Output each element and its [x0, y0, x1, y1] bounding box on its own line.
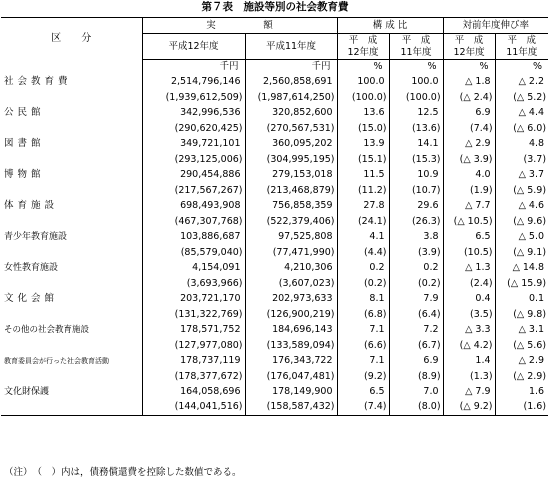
amount-h12: 349,721,101 — [142, 136, 245, 152]
table-row — [1, 198, 548, 214]
growth-h11: △ 2.2 — [495, 74, 548, 90]
header-h11: 平成11年度 — [245, 34, 337, 60]
amount-h11: 202,973,633 — [245, 291, 337, 307]
ratio-h12: 13.6 — [337, 105, 389, 121]
growth-h12: 0.4 — [443, 291, 495, 307]
ratio-excl-h12: (15.1) — [337, 152, 389, 167]
amount-excl-h12: (217,567,267) — [142, 183, 245, 198]
ratio-h12: 27.8 — [337, 198, 389, 214]
ratio-h12: 13.9 — [337, 136, 389, 152]
unit-cell: 千円 — [245, 60, 337, 75]
growth-h11: △ 4.4 — [495, 105, 548, 121]
growth-h11: △ 3.1 — [495, 322, 548, 338]
table-row-excl — [1, 183, 548, 198]
amount-h12: 4,154,091 — [142, 260, 245, 276]
amount-h11: 97,525,808 — [245, 229, 337, 245]
growth-excl-h12: (△ 10.5) — [443, 214, 495, 229]
row-label: その他の社会教育施設 — [4, 325, 90, 335]
row-label-blank — [1, 400, 142, 415]
table-row-excl — [1, 152, 548, 167]
table-row-excl — [1, 90, 548, 105]
growth-excl-h11: (△ 5.2) — [495, 90, 548, 105]
ratio-excl-h11: (8.0) — [389, 400, 443, 415]
amount-excl-h12: (178,377,672) — [142, 369, 245, 384]
amount-h12: 203,721,170 — [142, 291, 245, 307]
amount-h11: 2,560,858,691 — [245, 74, 337, 90]
ratio-excl-h11: (15.3) — [389, 152, 443, 167]
unit-cell: % — [337, 60, 389, 75]
ratio-h11: 100.0 — [389, 74, 443, 90]
table-row — [1, 74, 548, 90]
ratio-h12: 7.1 — [337, 322, 389, 338]
ratio-h12: 4.1 — [337, 229, 389, 245]
table-row — [1, 105, 548, 121]
table-row — [1, 260, 548, 276]
growth-excl-h12: (△ 4.2) — [443, 338, 495, 353]
ratio-h12: 7.1 — [337, 353, 389, 369]
ratio-h11: 12.5 — [389, 105, 443, 121]
row-label: 社会教育費 — [4, 76, 72, 87]
amount-h11: 279,153,018 — [245, 167, 337, 183]
amount-excl-h11: (77,471,990) — [245, 245, 337, 260]
ratio-excl-h11: (13.6) — [389, 121, 443, 136]
growth-excl-h11: (△ 9.6) — [495, 214, 548, 229]
table-title: 第７表 施設等別の社会教育費 — [201, 1, 349, 13]
ratio-h11: 6.9 — [389, 353, 443, 369]
growth-h12: 6.9 — [443, 105, 495, 121]
amount-excl-h12: (293,125,006) — [142, 152, 245, 167]
unit-row — [1, 60, 548, 75]
row-label-blank — [1, 369, 142, 384]
header-kouseihi: 構 成 比 — [337, 18, 443, 34]
row-label: 教育委員会が行った社会教育活動 — [4, 357, 109, 365]
row-label: 図書館 — [4, 138, 45, 149]
unit-cell: % — [443, 60, 495, 75]
growth-h11: 4.8 — [495, 136, 548, 152]
table-row-excl — [1, 400, 548, 415]
ratio-h11: 3.8 — [389, 229, 443, 245]
growth-excl-h12: (3.5) — [443, 307, 495, 322]
amount-excl-h12: (1,939,612,509) — [142, 90, 245, 105]
ratio-excl-h11: (6.7) — [389, 338, 443, 353]
unit-cell: % — [389, 60, 443, 75]
growth-h11: △ 4.6 — [495, 198, 548, 214]
ratio-excl-h12: (6.8) — [337, 307, 389, 322]
row-label-blank — [1, 245, 142, 260]
table-row — [1, 167, 548, 183]
ratio-excl-h11: (8.9) — [389, 369, 443, 384]
table-row — [1, 291, 548, 307]
amount-excl-h12: (467,307,768) — [142, 214, 245, 229]
row-label: 博物館 — [4, 169, 45, 180]
ratio-h11: 7.9 — [389, 291, 443, 307]
ratio-excl-h12: (15.0) — [337, 121, 389, 136]
amount-excl-h11: (522,379,406) — [245, 214, 337, 229]
growth-h11: △ 14.8 — [495, 260, 548, 276]
amount-excl-h11: (3,607,023) — [245, 276, 337, 291]
growth-excl-h12: (1.9) — [443, 183, 495, 198]
unit-cell: % — [495, 60, 548, 75]
table-row — [1, 322, 548, 338]
ratio-excl-h12: (9.2) — [337, 369, 389, 384]
header-kubun: 区 分 — [1, 18, 142, 60]
ratio-excl-h11: (100.0) — [389, 90, 443, 105]
amount-h11: 184,696,143 — [245, 322, 337, 338]
amount-h12: 2,514,796,146 — [142, 74, 245, 90]
amount-excl-h12: (85,579,040) — [142, 245, 245, 260]
growth-h12: △ 7.9 — [443, 384, 495, 400]
ratio-excl-h12: (0.2) — [337, 276, 389, 291]
ratio-h11: 7.2 — [389, 322, 443, 338]
ratio-h11: 10.9 — [389, 167, 443, 183]
header-g12: 平 成 12年度 — [443, 34, 495, 60]
row-label-blank — [1, 152, 142, 167]
growth-excl-h11: (△ 6.0) — [495, 121, 548, 136]
growth-excl-h12: (10.5) — [443, 245, 495, 260]
growth-excl-h12: (△ 2.4) — [443, 90, 495, 105]
ratio-h12: 11.5 — [337, 167, 389, 183]
amount-h11: 320,852,600 — [245, 105, 337, 121]
growth-h12: 4.0 — [443, 167, 495, 183]
ratio-h12: 6.5 — [337, 384, 389, 400]
amount-excl-h11: (1,987,614,250) — [245, 90, 337, 105]
amount-h12: 698,493,908 — [142, 198, 245, 214]
growth-excl-h12: (△ 9.2) — [443, 400, 495, 415]
table-row-excl — [1, 245, 548, 260]
row-label-blank — [1, 183, 142, 198]
ratio-excl-h12: (11.2) — [337, 183, 389, 198]
ratio-excl-h11: (26.3) — [389, 214, 443, 229]
row-label: 文化財保護 — [4, 387, 50, 397]
header-jitsugaku: 実 額 — [142, 18, 337, 34]
ratio-excl-h12: (6.6) — [337, 338, 389, 353]
growth-h12: △ 2.9 — [443, 136, 495, 152]
amount-h11: 178,149,900 — [245, 384, 337, 400]
amount-h12: 290,454,886 — [142, 167, 245, 183]
ratio-excl-h11: (3.9) — [389, 245, 443, 260]
table-row-excl — [1, 307, 548, 322]
unit-cell: 千円 — [142, 60, 245, 75]
footnote: （注） （ ）内は，債務償還費を控除した数値である。 — [4, 467, 242, 478]
growth-h12: △ 1.3 — [443, 260, 495, 276]
growth-excl-h11: (△ 9.1) — [495, 245, 548, 260]
amount-h12: 103,886,687 — [142, 229, 245, 245]
amount-excl-h11: (304,995,195) — [245, 152, 337, 167]
growth-excl-h12: (2.4) — [443, 276, 495, 291]
growth-excl-h11: (△ 2.9) — [495, 369, 548, 384]
growth-excl-h12: (1.3) — [443, 369, 495, 384]
ratio-h11: 29.6 — [389, 198, 443, 214]
row-label: 女性教育施設 — [4, 263, 59, 273]
ratio-h11: 0.2 — [389, 260, 443, 276]
row-label: 公民館 — [4, 107, 45, 118]
header-c11: 平 成 11年度 — [389, 34, 443, 60]
amount-h11: 756,858,359 — [245, 198, 337, 214]
amount-h11: 4,210,306 — [245, 260, 337, 276]
growth-excl-h11: (△ 5.9) — [495, 183, 548, 198]
table-row — [1, 353, 548, 369]
ratio-excl-h11: (6.4) — [389, 307, 443, 322]
growth-excl-h11: (3.7) — [495, 152, 548, 167]
growth-h12: 1.4 — [443, 353, 495, 369]
ratio-excl-h12: (4.4) — [337, 245, 389, 260]
ratio-h12: 0.2 — [337, 260, 389, 276]
row-label: 体育施設 — [4, 200, 59, 211]
growth-h11: △ 5.0 — [495, 229, 548, 245]
ratio-excl-h12: (7.4) — [337, 400, 389, 415]
amount-h11: 176,343,722 — [245, 353, 337, 369]
growth-h11: 0.1 — [495, 291, 548, 307]
table-row — [1, 229, 548, 245]
row-label-blank — [1, 338, 142, 353]
row-label: 青少年教育施設 — [4, 232, 68, 242]
amount-excl-h12: (3,693,966) — [142, 276, 245, 291]
amount-excl-h12: (290,620,425) — [142, 121, 245, 136]
amount-excl-h11: (213,468,879) — [245, 183, 337, 198]
ratio-excl-h12: (24.1) — [337, 214, 389, 229]
amount-h12: 178,737,119 — [142, 353, 245, 369]
growth-h11: 1.6 — [495, 384, 548, 400]
growth-excl-h11: (1.6) — [495, 400, 548, 415]
table-row — [1, 384, 548, 400]
ratio-excl-h11: (10.7) — [389, 183, 443, 198]
growth-h12: △ 1.8 — [443, 74, 495, 90]
table-row-excl — [1, 369, 548, 384]
ratio-h12: 100.0 — [337, 74, 389, 90]
growth-h12: 6.5 — [443, 229, 495, 245]
amount-excl-h11: (158,587,432) — [245, 400, 337, 415]
row-label-blank — [1, 214, 142, 229]
amount-excl-h11: (176,047,481) — [245, 369, 337, 384]
header-h12: 平成12年度 — [142, 34, 245, 60]
amount-excl-h12: (131,322,769) — [142, 307, 245, 322]
row-label: 文化会館 — [4, 293, 59, 304]
row-label-blank — [1, 276, 142, 291]
growth-h12: △ 7.7 — [443, 198, 495, 214]
table-row-excl — [1, 214, 548, 229]
amount-h11: 360,095,202 — [245, 136, 337, 152]
amount-excl-h12: (144,041,516) — [142, 400, 245, 415]
growth-excl-h12: (7.4) — [443, 121, 495, 136]
amount-excl-h12: (127,977,080) — [142, 338, 245, 353]
ratio-h12: 8.1 — [337, 291, 389, 307]
table-row-excl — [1, 338, 548, 353]
amount-excl-h11: (270,567,531) — [245, 121, 337, 136]
growth-excl-h12: (△ 3.9) — [443, 152, 495, 167]
row-label-blank — [1, 121, 142, 136]
growth-excl-h11: (△ 15.9) — [495, 276, 548, 291]
ratio-excl-h12: (100.0) — [337, 90, 389, 105]
growth-h11: △ 2.9 — [495, 353, 548, 369]
header-g11: 平 成 11年度 — [495, 34, 548, 60]
ratio-h11: 7.0 — [389, 384, 443, 400]
ratio-excl-h11: (0.2) — [389, 276, 443, 291]
growth-h11: △ 3.7 — [495, 167, 548, 183]
amount-h12: 164,058,696 — [142, 384, 245, 400]
ratio-h11: 14.1 — [389, 136, 443, 152]
amount-excl-h11: (133,589,094) — [245, 338, 337, 353]
table-row-excl — [1, 276, 548, 291]
amount-h12: 342,996,536 — [142, 105, 245, 121]
header-c12: 平 成 12年度 — [337, 34, 389, 60]
amount-h12: 178,571,752 — [142, 322, 245, 338]
amount-excl-h11: (126,900,219) — [245, 307, 337, 322]
row-label-blank — [1, 90, 142, 105]
growth-h12: △ 3.3 — [443, 322, 495, 338]
row-label-blank — [1, 307, 142, 322]
growth-excl-h11: (△ 9.8) — [495, 307, 548, 322]
table-row — [1, 136, 548, 152]
growth-excl-h11: (△ 5.6) — [495, 338, 548, 353]
header-nobiritsu: 対前年度伸び率 — [443, 18, 548, 34]
table-row-excl — [1, 121, 548, 136]
social-education-table — [1, 17, 548, 416]
